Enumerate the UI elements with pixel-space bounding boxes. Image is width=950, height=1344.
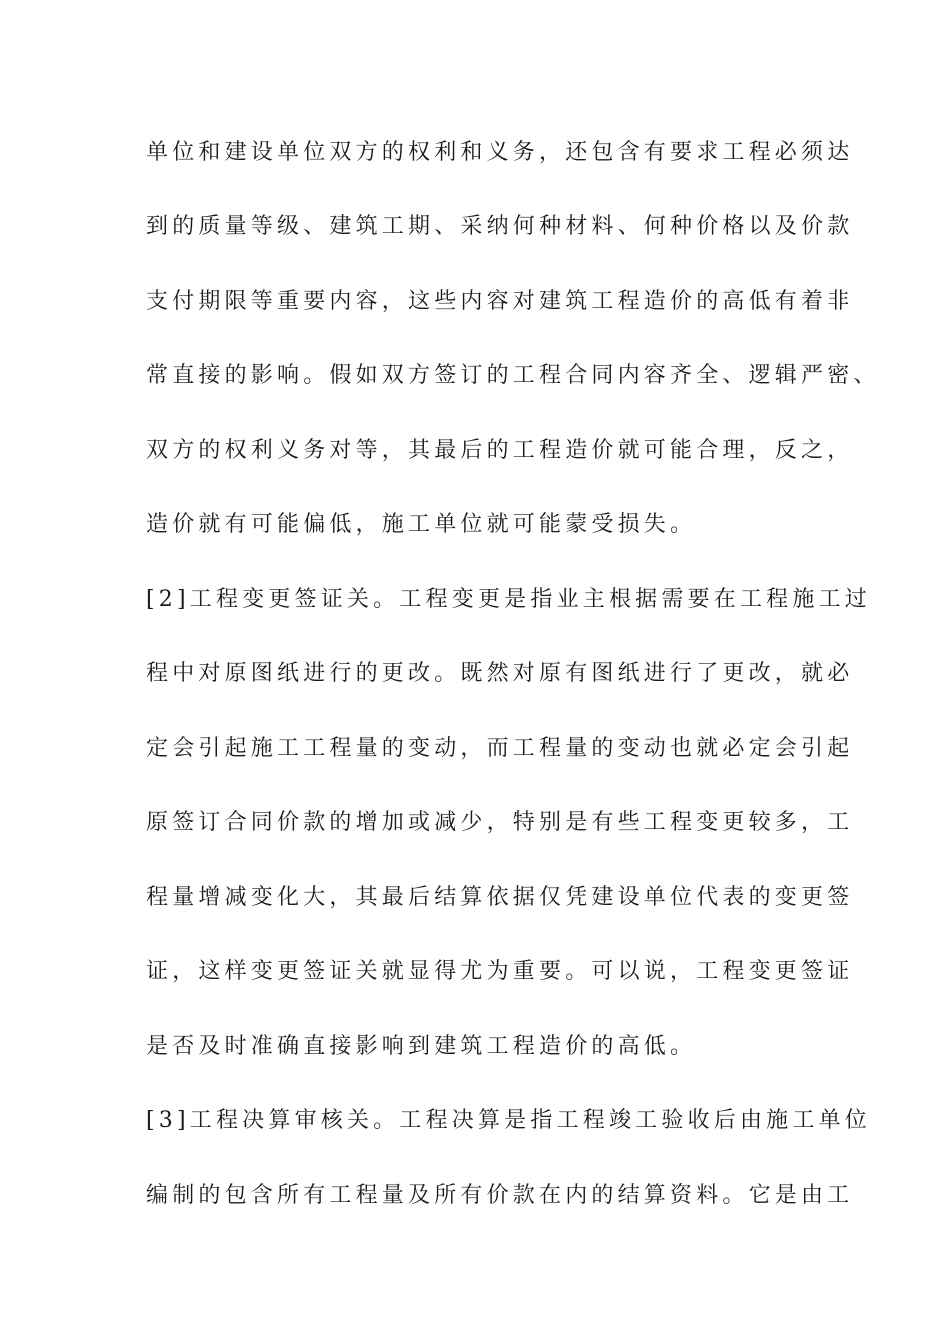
text-line: 是否及时准确直接影响到建筑工程造价的高低。 bbox=[146, 1034, 697, 1059]
text-line: [3]工程决算审核关。工程决算是指工程竣工验收后由施工单位 bbox=[146, 1108, 871, 1133]
text-line: 原签订合同价款的增加或减少，特别是有些工程变更较多，工 bbox=[146, 810, 854, 835]
text-line: [2]工程变更签证关。工程变更是指业主根据需要在工程施工过 bbox=[146, 587, 871, 612]
text-line: 单位和建设单位双方的权利和义务，还包含有要求工程必须达 bbox=[146, 140, 854, 165]
text-line: 程量增减变化大，其最后结算依据仅凭建设单位代表的变更签 bbox=[146, 885, 854, 910]
text-line: 证，这样变更签证关就显得尤为重要。可以说，工程变更签证 bbox=[146, 959, 854, 984]
text-line: 编制的包含所有工程量及所有价款在内的结算资料。它是由工 bbox=[146, 1183, 854, 1208]
text-line: 造价就有可能偏低，施工单位就可能蒙受损失。 bbox=[146, 512, 697, 537]
text-line: 定会引起施工工程量的变动，而工程量的变动也就必定会引起 bbox=[146, 736, 854, 761]
text-line: 双方的权利义务对等，其最后的工程造价就可能合理，反之， bbox=[146, 438, 854, 463]
text-line: 到的质量等级、建筑工期、采纳何种材料、何种价格以及价款 bbox=[146, 214, 854, 239]
text-line: 程中对原图纸进行的更改。既然对原有图纸进行了更改，就必 bbox=[146, 661, 854, 686]
text-line: 支付期限等重要内容，这些内容对建筑工程造价的高低有着非 bbox=[146, 289, 854, 314]
text-line: 常直接的影响。假如双方签订的工程合同内容齐全、逻辑严密、 bbox=[146, 363, 880, 388]
